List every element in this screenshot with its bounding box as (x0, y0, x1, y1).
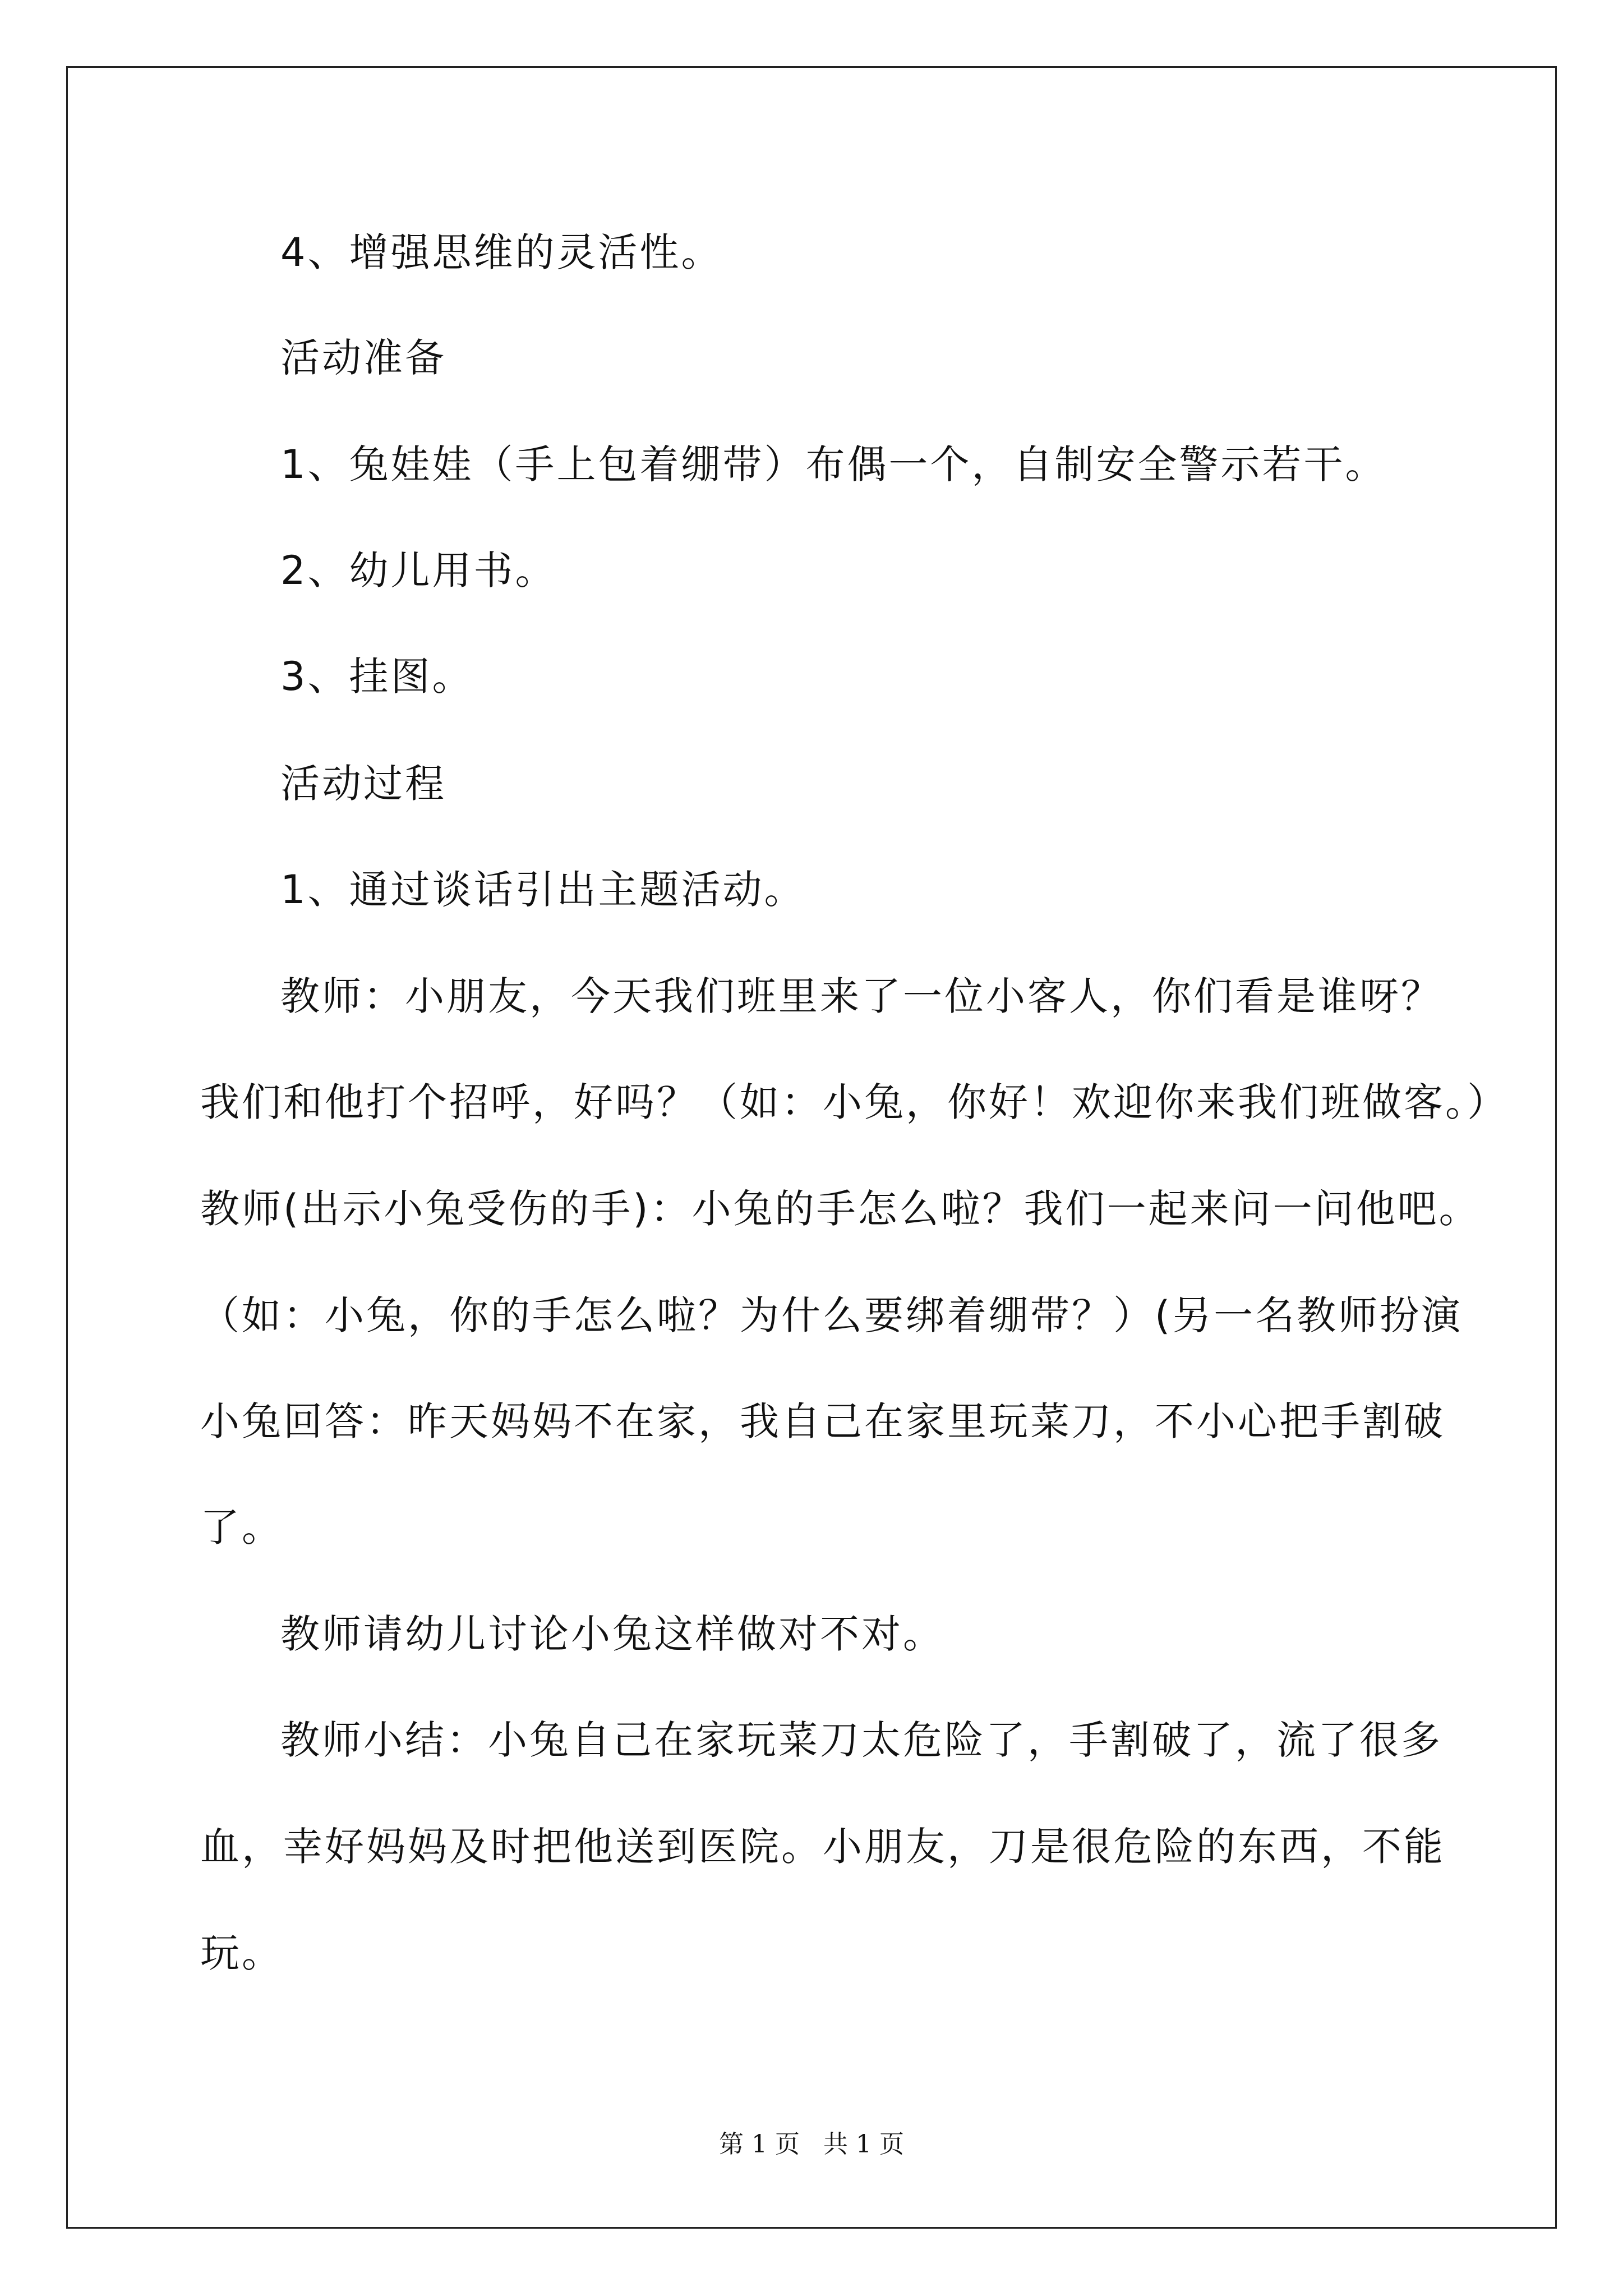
section-heading-preparation: 活动准备 (280, 335, 446, 381)
text-line-9: 我们和他打个招呼，好吗？（如：小兔，你好！欢迎你来我们班做客。） (200, 1079, 1509, 1125)
text-line-12: 小兔回答：昨天妈妈不在家，我自己在家里玩菜刀，不小心把手割破 (200, 1398, 1445, 1444)
text-line-10: 教师(出示小兔受伤的手)：小兔的手怎么啦？我们一起来问一问他吧。 (200, 1186, 1481, 1232)
text-line-7: 1、通过谈话引出主题活动。 (280, 867, 806, 913)
text-line-13: 了。 (200, 1504, 283, 1550)
section-heading-process: 活动过程 (280, 761, 446, 807)
text-line-17: 玩。 (200, 1930, 283, 1976)
text-line-15: 教师小结：小兔自己在家玩菜刀太危险了，手割破了，流了很多 (280, 1717, 1442, 1763)
page-number-footer: 第 1 页 共 1 页 (719, 2130, 904, 2159)
page-border (66, 66, 1557, 2229)
text-line-3: 1、兔娃娃（手上包着绷带）布偶一个，自制安全警示若干。 (280, 441, 1387, 487)
text-line-4: 2、幼儿用书。 (280, 547, 557, 593)
text-line-5: 3、挂图。 (280, 654, 474, 700)
text-line-11: （如：小兔，你的手怎么啦？为什么要绑着绷带？）(另一名教师扮演 (200, 1292, 1463, 1338)
text-line-8: 教师：小朋友，今天我们班里来了一位小客人，你们看是谁呀？ (280, 973, 1442, 1019)
text-line-16: 血，幸好妈妈及时把他送到医院。小朋友，刀是很危险的东西，不能 (200, 1824, 1445, 1870)
text-line-14: 教师请幼儿讨论小兔这样做对不对。 (280, 1611, 944, 1657)
text-line-1: 4、增强思维的灵活性。 (280, 229, 723, 275)
